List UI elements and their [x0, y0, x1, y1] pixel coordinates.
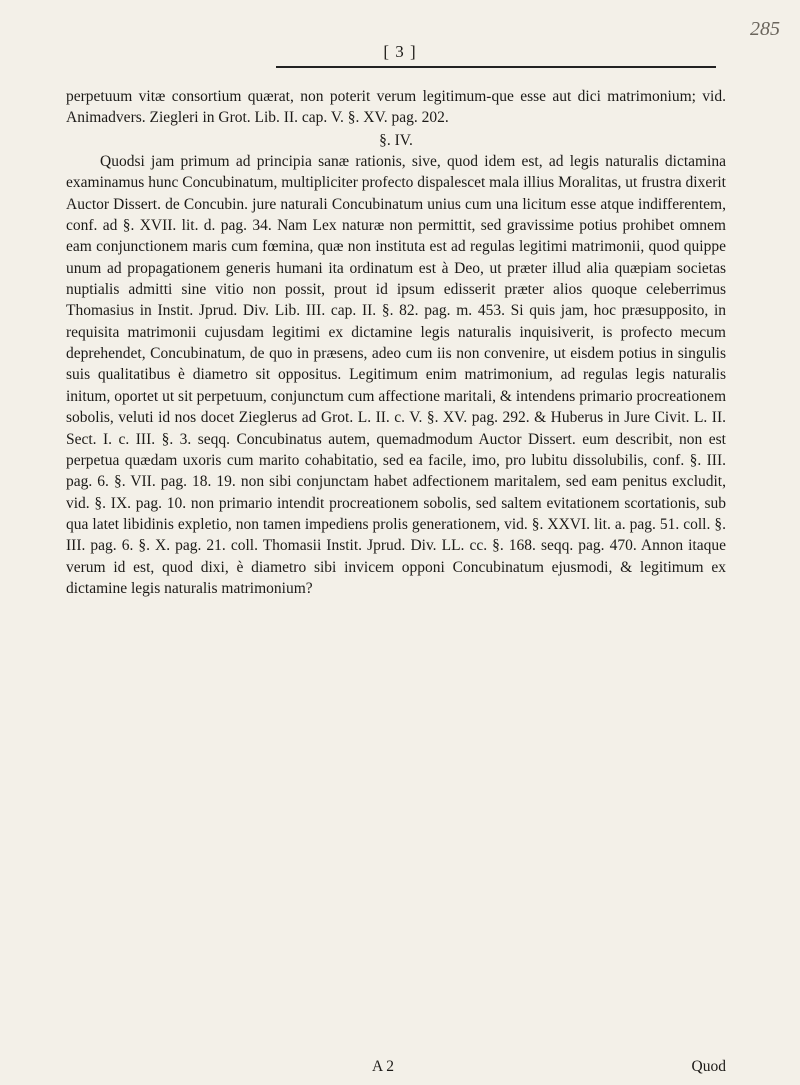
running-header: [ 3 ]	[383, 42, 417, 61]
section-heading: §. IV.	[379, 131, 413, 149]
text-body	[66, 86, 726, 599]
header-rule	[276, 66, 716, 68]
page-number: 285	[750, 18, 780, 40]
catchword: Quod	[691, 1058, 726, 1075]
signature-mark: A 2	[372, 1058, 394, 1075]
paragraph-continuation: perpetuum vitæ consortium quærat, non poterit verum legitimum-que esse aut dici matrimonium; vid. Animadvers. Ziegleri in Grot. Lib. II. cap. V. §. XV. pag. 202.	[66, 88, 726, 127]
paragraph-main: Quodsi jam primum ad principia sanæ rationis, sive, quod idem est, ad legis naturalis dictamina examinamus hunc Concubinatum, multipliciter profecto dispalescet mala illius Moralitas, ut frustra dixerit Auctor Dissert. de Concubin. jure naturali Concubinatum unius cum una licitum esse atque indifferentem, conf. ad §. XVII. lit. d. pag. 34. Nam Lex naturæ non permittit, sed gravissime potius prohibet omnem eam conjunctionem maris cum fœmina, quæ non instituta est ad regulas legitimi matrimonii, quod quippe unum ad propagationem generis humani ita ordinatum est à Deo, ut præter illud alia quæpiam societas nuptialis admitti sine vitio non possit, prout id ipsum edisserit præter alios quoque celeberrimus Thomasius in Instit. Jprud. Div. Lib. III. cap. II. §. 82. pag. m. 453. Si quis jam, hoc præsupposito, in requisita matrimonii cujusdam legitimi ex dictamine legis naturalis inquisiverit, is profecto mecum deprehendet, Concubinatum, de quo in præsens, adeo cum iis non convenire, ut eisdem potius in singulis suis qualitatibus è diametro sit oppositus. Legitimum enim matrimonium, ad regulas legis naturalis initum, oportet ut sit perpetuum, conjunctum cum affectione maritali, & intendens primario procreationem sobolis, veluti id nos docet Zieglerus ad Grot. L. II. c. V. §. XV. pag. 292. & Huberus in Jure Civit. L. II. Sect. I. c. III. §. 3. seqq. Concubinatus autem, quemadmodum Auctor Dissert. eum describit, non est perpetua quædam uxoris cum marito cohabitatio, sed ea facile, imo, pro lubitu dissolubilis, conf. §. III. pag. 6. §. VII. pag. 18. 19. non sibi conjunctam habet adfectionem maritalem, sed eam penitus excludit, vid. §. IX. pag. 10. non primario intendit procreationem sobolis, sed saltem evitationem scortationis, sub qua latet libidinis expletio, non tamen impediens prolis generationem, vid. §. XXVI. lit. a. pag. 51. coll. §. III. pag. 6. §. X. pag. 21. coll. Thomasii Instit. Jprud. Div. LL. cc. §. 168. seqq. pag. 470. Annon itaque verum id est, quod dixi, è diametro sibi invicem opponi Concubinatum ejusmodi, & legitimum ex dictamine legis naturalis matrimonium?	[66, 153, 726, 597]
